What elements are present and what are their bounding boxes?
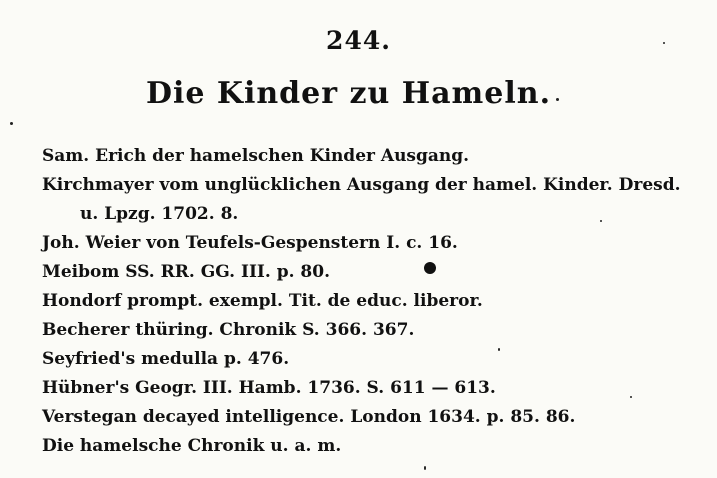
ink-blot — [424, 262, 436, 274]
bibliography-entry: Kirchmayer vom unglücklichen Ausgang der hamel. Kinder. Dresd. — [42, 175, 681, 195]
bibliography-entry: Verstegan decayed intelligence. London 1634. p. 85. 86. — [42, 407, 576, 427]
bibliography-entry: Becherer thüring. Chronik S. 366. 367. — [42, 320, 415, 340]
bibliography-entry: Die hamelsche Chronik u. a. m. — [42, 436, 342, 456]
bibliography-entry: Meibom SS. RR. GG. III. p. 80. — [42, 262, 330, 282]
bibliography-entry: Hondorf prompt. exempl. Tit. de educ. liberor. — [42, 291, 483, 311]
ink-speck — [600, 220, 602, 222]
bibliography-entry: Sam. Erich der hamelschen Kinder Ausgang. — [42, 146, 470, 166]
ink-speck — [556, 98, 559, 101]
bibliography-entry: Seyfried's medulla p. 476. — [42, 349, 290, 369]
bibliography-entry: Joh. Weier von Teufels-Gespenstern I. c. 16. — [42, 233, 458, 253]
page-title: Die Kinder zu Hameln. — [145, 76, 552, 111]
bibliography-entry-continuation: u. Lpzg. 1702. 8. — [80, 204, 239, 224]
bibliography-list — [42, 142, 702, 461]
bibliography-entry: Hübner's Geogr. III. Hamb. 1736. S. 611 — 613. — [42, 378, 496, 398]
ink-speck — [10, 122, 13, 125]
ink-speck — [424, 466, 426, 470]
page-number: 244. — [326, 26, 391, 55]
ink-speck — [498, 348, 500, 351]
ink-speck — [630, 396, 632, 398]
ink-speck — [663, 42, 665, 44]
